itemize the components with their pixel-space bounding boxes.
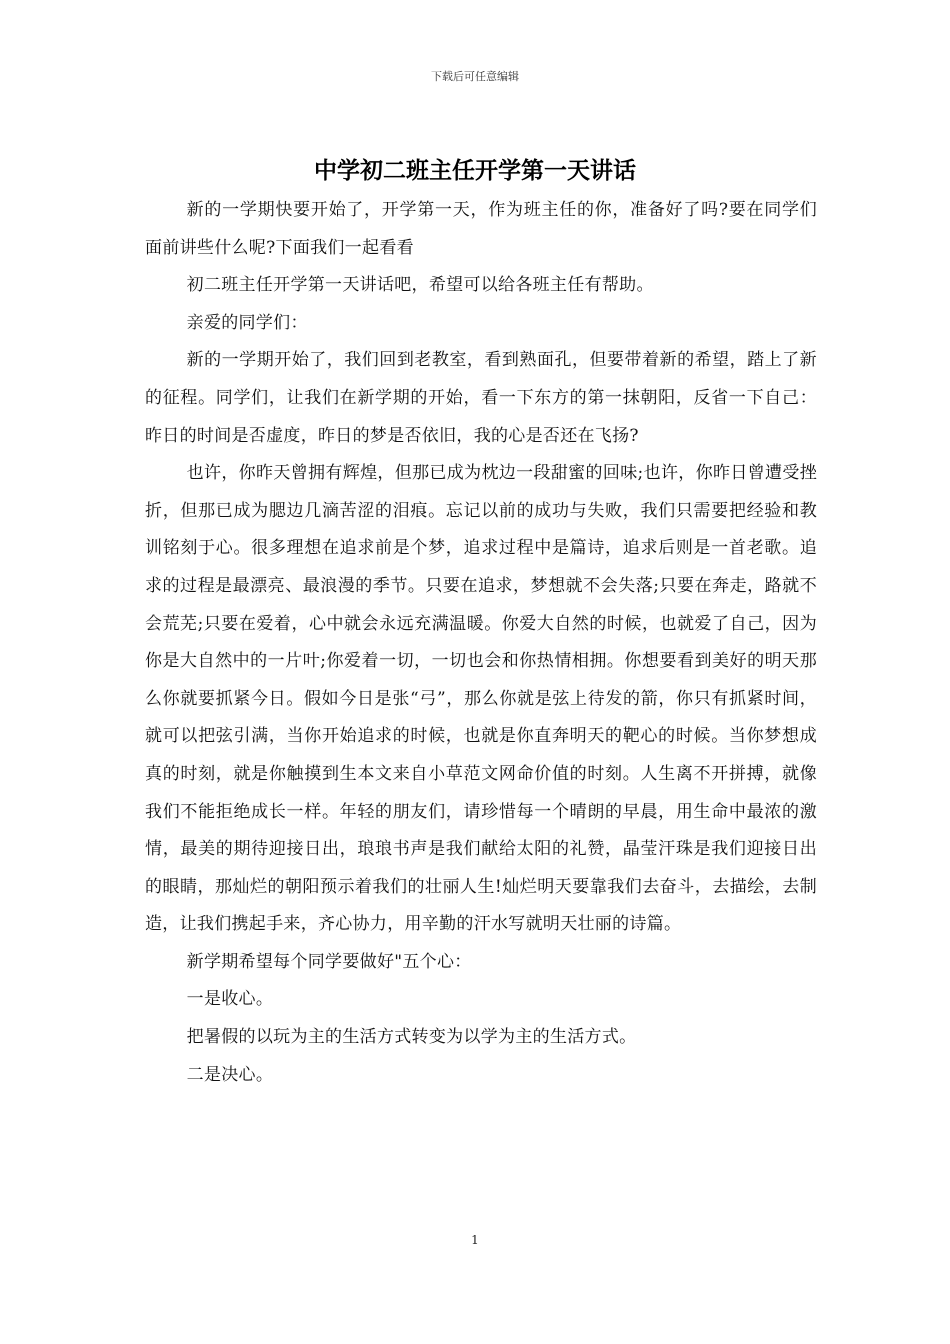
paragraph-five-hearts: 新学期希望每个同学要做好"五个心： [186,951,472,972]
paragraph-pursuit: 也许，你昨天曾拥有辉煌，但那已成为枕边一段甜蜜的回味;也许，你昨日曾遭受挫折，但那已成为腮边几滴苦涩的泪痕。忘记以前的成功与失败，我们只需要把经验和教训铭刻于心。很多理想在追求前是个梦，追求过程中是篇诗，追求后则是一首老歌。追求的过程是最漂亮、最浪漫的季节。只要在追求，梦想就不会失落;只要在奔走，路就不会荒芜;只要在爱着，心中就会永远充满温暖。你爱大自然的时候，也就爱了自己，因为你是大自然中的一片叶;你爱着一切，一切也会和你热情相拥。你想要看到美好的明天那么你就要抓紧今日。假如今日是张“弓”，那么你就是弦上待发的箭，你只有抓紧时间，就可以把弦引满，当你开始追求的时候，也就是你直奔明天的靶心的时候。当你梦想成真的时刻，就是你触摸到生本文来自小草范文网命价值的时刻。人生离不开拼搏，就像我们不能拒绝成长一样。年轻的朋友们，请珍惜每一个晴朗的早晨，用生命中最浓的激情，最美的期待迎接日出，琅琅书声是我们献给太阳的礼赞，晶莹汗珠是我们迎接日出的眼睛，那灿烂的朝阳预示着我们的壮丽人生!灿烂明天要靠我们去奋斗，去描绘，去制造，让我们携起手来，齐心协力，用辛勤的汗水写就明天壮丽的诗篇。 [145,463,817,935]
document-title: 中学初二班主任开学第一天讲话 [314,158,636,184]
document-body [145,192,817,1094]
paragraph-intro-continued: 初二班主任开学第一天讲话吧，希望可以给各班主任有帮助。 [186,275,654,296]
page-header: 下载后可任意编辑 [431,70,519,83]
paragraph-new-semester: 新的一学期开始了，我们回到老教室，看到熟面孔，但要带着新的希望，踏上了新的征程。同学们，让我们在新学期的开始，看一下东方的第一抹朝阳，反省一下自己：昨日的时间是否虚度，昨日的梦是否依旧，我的心是否还在飞扬? [145,350,817,446]
paragraph-point-one: 一是收心。 [186,989,274,1010]
page-number: 1 [471,1233,479,1247]
paragraph-salutation: 亲爱的同学们： [186,312,308,333]
paragraph-intro: 新的一学期快要开始了，开学第一天，作为班主任的你，准备好了吗?要在同学们面前讲些什么呢?下面我们一起看看 [145,200,817,258]
paragraph-point-two: 二是决心。 [186,1064,274,1085]
paragraph-point-one-detail: 把暑假的以玩为主的生活方式转变为以学为主的生活方式。 [186,1027,637,1048]
